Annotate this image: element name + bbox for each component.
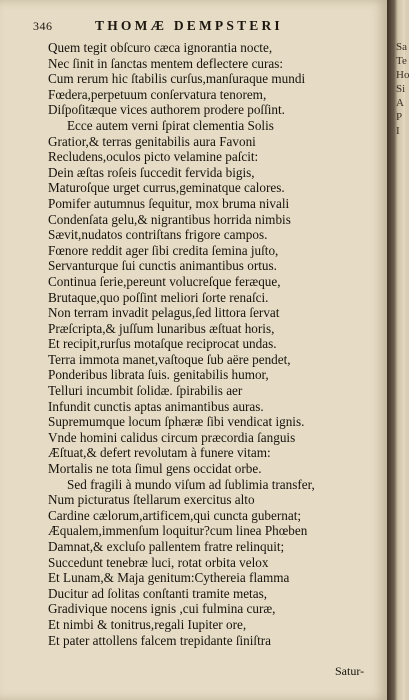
poem-line: Et recipit,rurſus motaſque reciprocat undas.: [48, 336, 277, 352]
poem-line: Ecce autem verni ſpirat clementia Solis: [67, 117, 274, 133]
poem-line: Ducitur ad ſolitas conſtanti tramite metas,: [48, 585, 267, 601]
running-title: THOMÆ DEMPSTERI: [95, 18, 283, 33]
poem-line: Quem tegit obſcuro cæca ignorantia nocte,: [48, 40, 273, 55]
poem-line: Cum rerum hic ſtabilis curſus,manſuraque mundi: [48, 71, 306, 87]
poem-line: Fœnore reddit ager ſibi credita ſemina juſto,: [48, 242, 279, 258]
poem-line: Servanturque ſui cunctis animantibus ortus.: [48, 258, 277, 274]
poem-line: Brutaque,quo poſſint meliori ſorte renaſci.: [48, 289, 269, 305]
poem-line: Præſcripta,& juſſum lunaribus æſtuat horis,: [48, 320, 275, 336]
poem-line: Vnde homini calidus circum præcordia ſanguis: [48, 429, 296, 445]
poem-line: Et Lunam,& Maja genitum:Cythereia flamma: [48, 570, 290, 586]
poem-line: Telluri incumbit ſolidæ. ſpirabilis aer: [48, 383, 243, 399]
poem-line: Æqualem,immenſum loquitur?cum linea Phœben: [48, 523, 308, 539]
edge-fragment: A: [396, 97, 404, 109]
poem-line: Sed fragili à mundo viſum ad ſublimia transfer,: [67, 476, 315, 492]
edge-fragment: Sa: [396, 41, 407, 53]
poem-line: Nec ſinit in ſanctas mentem deflectere curas:: [48, 55, 284, 71]
poem-line: Terra immota manet,vaſtoque ſub aëre pendet,: [48, 351, 291, 367]
poem-line: Cardine cælorum,artificem,qui cuncta gubernat;: [48, 507, 302, 523]
edge-fragment: I: [396, 125, 400, 137]
poem-line: Succedunt tenebræ luci, rotat orbita velox: [48, 554, 269, 570]
edge-fragment: Te: [396, 55, 407, 67]
edge-fragment: Si: [396, 83, 406, 95]
poem-line: Supremumque locum ſphæræ ſibi vendicat ignis.: [48, 414, 305, 430]
poem-line: Non terram invadit pelagus,ſed littora ſervat: [48, 305, 280, 321]
poem-line: Gradivique nocens ignis ,cui fulmina curæ,: [48, 601, 276, 617]
poem-line: Maturoſque urget currus,geminatque calores.: [48, 180, 285, 196]
catchword: Satur-: [335, 664, 365, 678]
poem-line: Mortalis ne tota ſimul gens occidat orbe.: [48, 461, 262, 477]
poem-line: Damnat,& excluſo pallentem fratre relinquit;: [48, 539, 285, 554]
poem-line: Et nimbi & tonitrus,regali Iupiter ore,: [48, 616, 247, 632]
poem-line: Dein æſtas roſeis ſuccedit fervida bigis,: [48, 164, 255, 180]
page-header: [33, 19, 373, 39]
poem-line: Diſpoſitæque vices authorem prodere poſſint.: [48, 102, 285, 118]
poem-line: Continua ſerie,pereunt volucreſque feræque,: [48, 273, 281, 289]
poem-line: Ponderibus librata ſuis. genitabilis humor,: [48, 367, 269, 383]
edge-fragment: Ho: [396, 69, 409, 81]
next-page-edge: [396, 40, 409, 160]
poem-line: Pomifer autumnus ſequitur, mox bruma nivali: [48, 195, 290, 211]
poem-line: Et pater attollens falcem trepidante ſiniſtra: [48, 632, 271, 648]
poem-line: Num picturatus ſtellarum exercitus alto: [48, 492, 255, 508]
poem-line: Recludens,oculos picto velamine paſcit:: [48, 149, 259, 165]
poem-line: Condenſata gelu,& nigrantibus horrida nimbis: [48, 211, 291, 227]
poem-text: [48, 40, 370, 648]
edge-fragment: P: [396, 111, 403, 123]
poem-line: Gratior,& terras genitabilis aura Favoni: [48, 133, 256, 149]
poem-line: Infundit cunctis aptas animantibus auras.: [48, 398, 264, 414]
page-number: 346: [33, 19, 53, 33]
poem-line: Æſtuat,& defert revolutam à funere vitam:: [48, 445, 271, 461]
poem-line: Sævit,nudatos contriſtans frigore campos.: [48, 227, 268, 243]
poem-line: Fœdera,perpetuum conſervatura tenorem,: [48, 86, 267, 102]
